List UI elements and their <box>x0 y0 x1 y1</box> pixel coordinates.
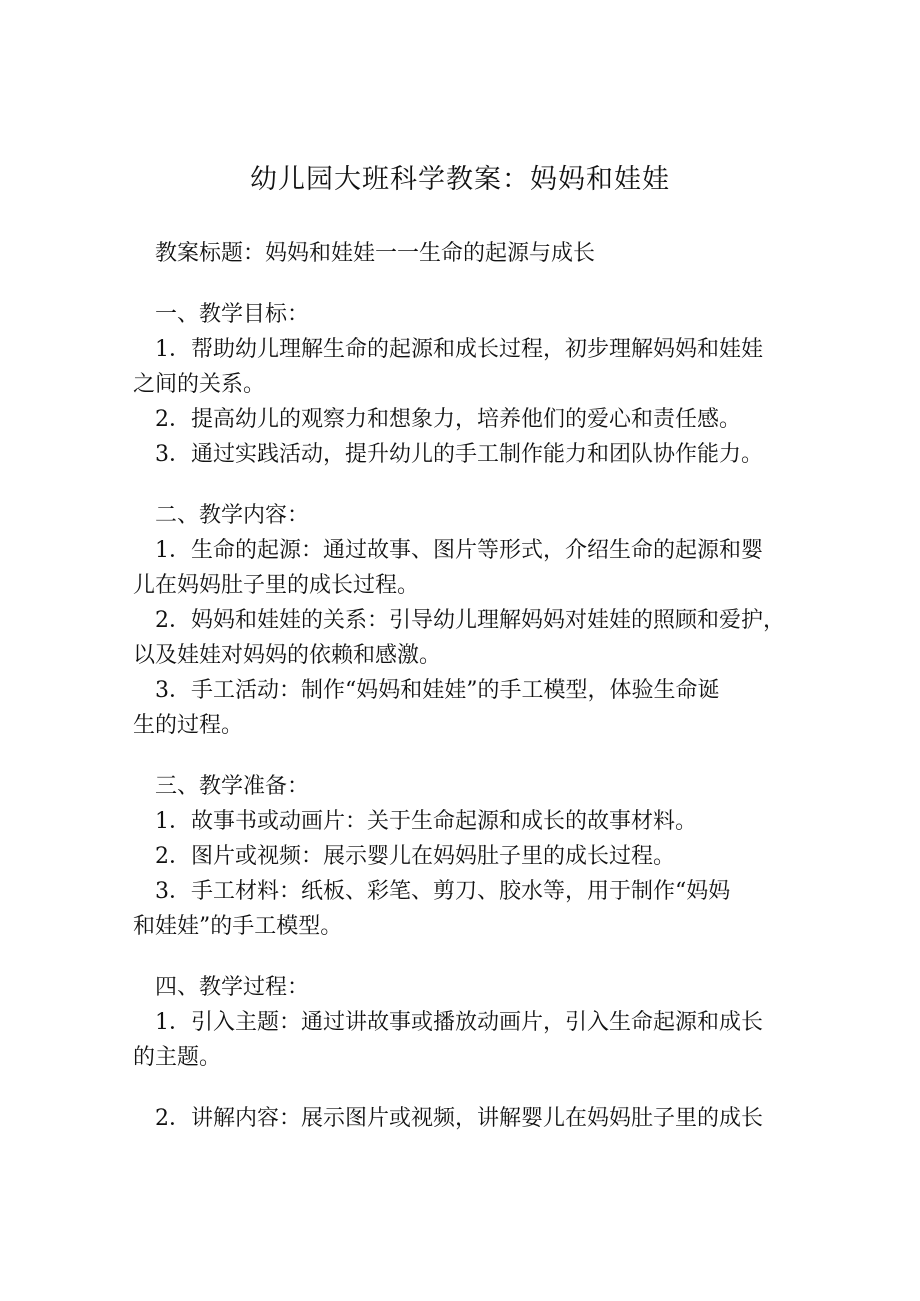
list-item-line: 2．提高幼儿的观察力和想象力，培养他们的爱心和责任感。 <box>155 407 741 432</box>
section-process <box>133 970 789 1136</box>
section-heading: 三、教学准备： <box>155 774 310 799</box>
list-item-line: 儿在妈妈肚子里的成长过程。 <box>133 573 420 598</box>
list-item-line: 和娃娃”的手工模型。 <box>133 914 343 939</box>
section-heading: 二、教学内容： <box>155 503 310 528</box>
list-item-line: 1．生命的起源：通过故事、图片等形式，介绍生命的起源和婴 <box>155 538 763 563</box>
list-item-line: 2．讲解内容：展示图片或视频，讲解婴儿在妈妈肚子里的成长 <box>155 1106 763 1131</box>
list-item-line: 3．手工材料：纸板、彩笔、剪刀、胶水等，用于制作“妈妈 <box>155 879 731 904</box>
document-body <box>133 236 789 1136</box>
list-item-line: 1．故事书或动画片：关于生命起源和成长的故事材料。 <box>155 809 697 834</box>
list-item-line: 2．图片或视频：展示婴儿在妈妈肚子里的成长过程。 <box>155 844 675 869</box>
section-preparation <box>133 769 789 944</box>
list-item-line: 3．通过实践活动，提升幼儿的手工制作能力和团队协作能力。 <box>155 442 763 467</box>
section-heading: 四、教学过程： <box>155 975 310 1000</box>
list-item-line: 1．引入主题：通过讲故事或播放动画片，引入生命起源和成长 <box>155 1010 763 1035</box>
section-content <box>133 498 789 743</box>
lesson-subtitle: 教案标题：妈妈和娃娃一一生命的起源与成长 <box>155 241 596 266</box>
list-item-line: 1．帮助幼儿理解生命的起源和成长过程，初步理解妈妈和娃娃 <box>155 337 763 362</box>
list-item-line: 3．手工活动：制作“妈妈和娃娃”的手工模型，体验生命诞 <box>155 678 720 703</box>
list-item-line: 之间的关系。 <box>133 372 266 397</box>
list-item-line: 的主题。 <box>133 1045 222 1070</box>
list-item-line: 生的过程。 <box>133 713 244 738</box>
section-heading: 一、教学目标： <box>155 302 310 327</box>
list-item-line: 以及娃娃对妈妈的依赖和感激。 <box>133 643 442 668</box>
page-title: 幼儿园大班科学教案：妈妈和娃娃 <box>250 164 670 195</box>
list-item-line: 2．妈妈和娃娃的关系：引导幼儿理解妈妈对娃娃的照顾和爱护， <box>155 608 785 633</box>
section-objectives <box>133 297 789 472</box>
